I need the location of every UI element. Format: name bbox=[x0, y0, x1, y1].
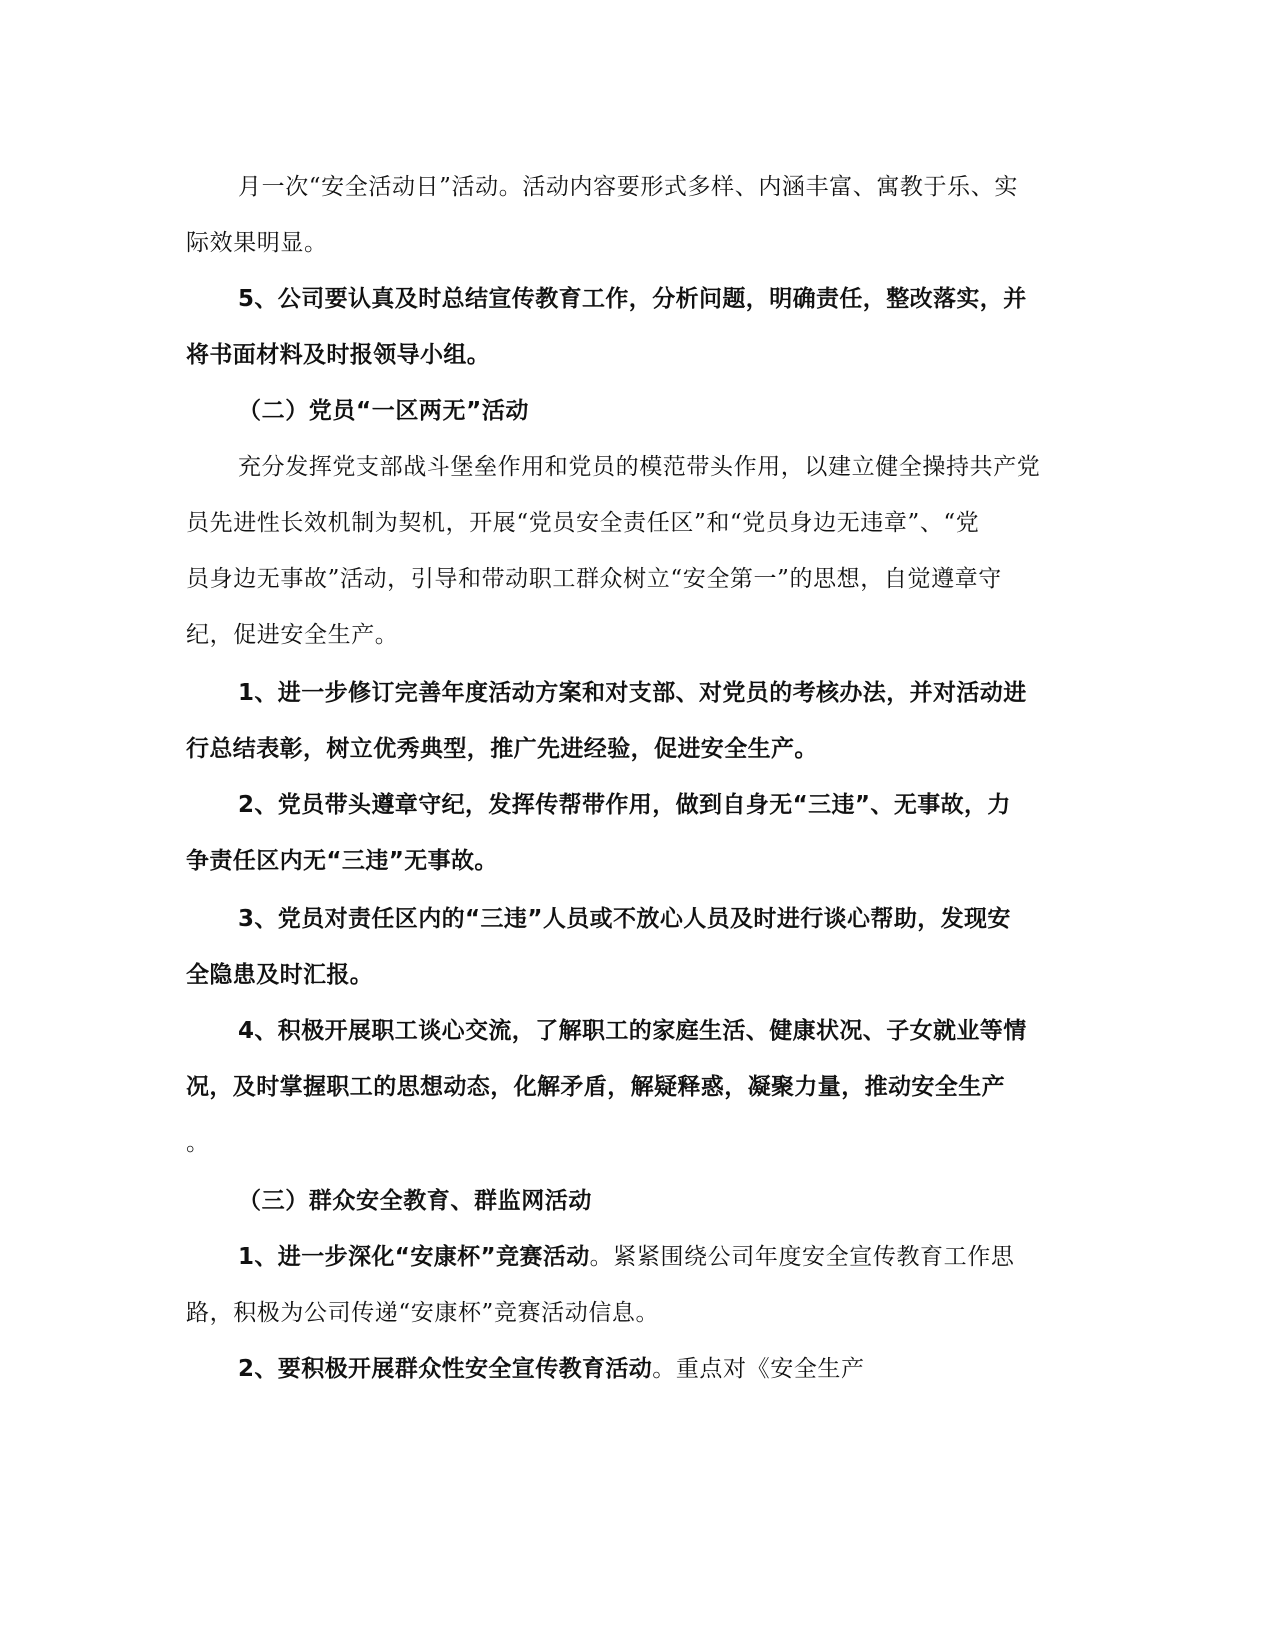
paragraph-line: 。 bbox=[186, 1130, 210, 1156]
list-item-line: 3、党员对责任区内的“三违”人员或不放心人员及时进行谈心帮助，发现安 bbox=[238, 906, 1011, 932]
list-item-line: 2、党员带头遵章守纪，发挥传帮带作用，做到自身无“三违”、无事故，力 bbox=[238, 792, 1011, 818]
list-item-line: 5、公司要认真及时总结宣传教育工作，分析问题，明确责任，整改落实，并 bbox=[238, 286, 1027, 312]
paragraph-line: 充分发挥党支部战斗堡垒作用和党员的模范带头作用，以建立健全操持共产党 bbox=[238, 454, 1041, 480]
list-item-line: 将书面材料及时报领导小组。 bbox=[186, 342, 491, 368]
list-item-line: 4、积极开展职工谈心交流，了解职工的家庭生活、健康状况、子女就业等情 bbox=[238, 1018, 1027, 1044]
list-item-line: 全隐患及时汇报。 bbox=[186, 962, 374, 988]
list-item-lead: 2、要积极开展群众性安全宣传教育活动 bbox=[238, 1356, 653, 1382]
paragraph-line: 员先进性长效机制为契机，开展“党员安全责任区”和“党员身边无违章”、“党 bbox=[186, 510, 980, 536]
list-item-line: 1、进一步修订完善年度活动方案和对支部、对党员的考核办法，并对活动进 bbox=[238, 680, 1027, 706]
list-item-line bbox=[238, 1242, 1014, 1272]
paragraph-line: 际效果明显。 bbox=[186, 230, 328, 256]
list-item-line: 况，及时掌握职工的思想动态，化解矛盾，解疑释惑，凝聚力量，推动安全生产 bbox=[186, 1074, 1005, 1100]
section-heading: （三）群众安全教育、群监网活动 bbox=[238, 1188, 592, 1214]
list-item-body: 。紧紧围绕公司年度安全宣传教育工作思 bbox=[589, 1244, 1015, 1270]
list-item-body: 。重点对《安全生产 bbox=[652, 1356, 865, 1382]
paragraph-line: 员身边无事故”活动，引导和带动职工群众树立“安全第一”的思想，自觉遵章守 bbox=[186, 566, 1002, 592]
list-item-line bbox=[238, 1354, 865, 1384]
paragraph-line: 路，积极为公司传递“安康杯”竞赛活动信息。 bbox=[186, 1300, 660, 1326]
list-item-lead: 1、进一步深化“安康杯”竞赛活动 bbox=[238, 1244, 590, 1270]
list-item-line: 争责任区内无“三违”无事故。 bbox=[186, 848, 498, 874]
section-heading: （二）党员“一区两无”活动 bbox=[238, 398, 530, 424]
paragraph-line: 纪，促进安全生产。 bbox=[186, 622, 399, 648]
list-item-line: 行总结表彰，树立优秀典型，推广先进经验，促进安全生产。 bbox=[186, 736, 818, 762]
paragraph-line: 月一次“安全活动日”活动。活动内容要形式多样、内涵丰富、寓教于乐、实 bbox=[238, 174, 1018, 200]
